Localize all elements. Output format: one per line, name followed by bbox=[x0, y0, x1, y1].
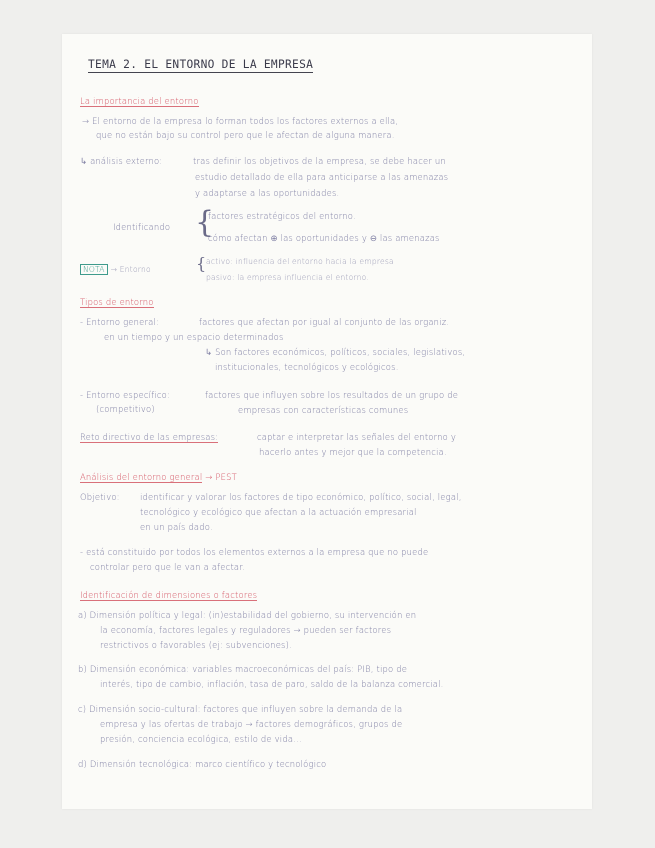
text-line: a) Dimensión política y legal: (in)estabilidad del gobierno, su intervención en bbox=[78, 610, 417, 620]
text-line: captar e interpretar las señales del entorno y bbox=[257, 432, 456, 442]
text-line: controlar pero que le van a afectar. bbox=[90, 562, 246, 572]
text-line: empresa y las ofertas de trabajo → factores demográficos, grupos de bbox=[100, 719, 403, 729]
text-line: estudio detallado de ella para anticiparse a las amenazas bbox=[195, 172, 449, 182]
text-line: factores que afectan por igual al conjunto de las organiz. bbox=[199, 317, 450, 327]
page-title: TEMA 2. EL ENTORNO DE LA EMPRESA bbox=[88, 58, 314, 71]
brace-icon: { bbox=[195, 205, 215, 240]
text-line: en un país dado. bbox=[140, 522, 213, 532]
text-line: identificar y valorar los factores de tipo económico, político, social, legal, bbox=[140, 492, 462, 502]
section-heading-importancia: La importancia del entorno bbox=[80, 96, 199, 106]
text-line: cómo afectan ⊕ las oportunidades y ⊖ las amenazas bbox=[208, 233, 440, 243]
notebook-page bbox=[62, 34, 592, 809]
text-line: d) Dimensión tecnológica: marco científico y tecnológico bbox=[78, 759, 327, 769]
entorno-especifico-label: - Entorno específico: bbox=[80, 390, 171, 400]
section-heading-analisis: Análisis del entorno general → PEST bbox=[80, 472, 237, 482]
nota-row: NOTA → Entorno bbox=[80, 264, 151, 275]
text-line: y adaptarse a las oportunidades. bbox=[195, 188, 340, 198]
section-heading-tipos: Tipos de entorno bbox=[80, 297, 154, 307]
competitivo-label: (competitivo) bbox=[96, 404, 155, 414]
entorno-general-label: - Entorno general: bbox=[80, 317, 160, 327]
text-line: factores que influyen sobre los resultados de un grupo de bbox=[205, 390, 459, 400]
text-line: b) Dimensión económica: variables macroeconómicas del país: PIB, tipo de bbox=[78, 664, 408, 674]
text-line: tecnológico y ecológico que afectan a la actuación empresarial bbox=[140, 507, 417, 517]
nota-label: NOTA bbox=[80, 264, 108, 275]
text-line: ↳ Son factores económicos, políticos, sociales, legislativos, bbox=[205, 347, 466, 357]
text-line: presión, conciencia ecológica, estilo de vida... bbox=[100, 734, 302, 744]
text-line: en un tiempo y un espacio determinados bbox=[104, 332, 284, 342]
text-line: interés, tipo de cambio, inflación, tasa de paro, saldo de la balanza comercial. bbox=[100, 679, 444, 689]
text-line: que no están bajo su control pero que le afectan de alguna manera. bbox=[96, 130, 395, 140]
text-line: - está constituido por todos los elementos externos a la empresa que no puede bbox=[80, 547, 429, 557]
text-line: c) Dimensión socio-cultural: factores que influyen sobre la demanda de la bbox=[78, 704, 403, 714]
text-line: pasivo: la empresa influencia el entorno. bbox=[206, 273, 369, 282]
section-heading-dimensiones: Identificación de dimensiones o factores bbox=[80, 590, 258, 600]
objetivo-label: Objetivo: bbox=[80, 492, 120, 502]
analisis-externo-label: ↳ análisis externo: bbox=[80, 156, 163, 166]
text-line: la economía, factores legales y reguladores → pueden ser factores bbox=[100, 625, 392, 635]
text-line: → El entorno de la empresa lo forman todos los factores externos a ella, bbox=[82, 116, 399, 126]
text-line: hacerlo antes y mejor que la competencia. bbox=[259, 447, 447, 457]
text-line: empresas con características comunes bbox=[238, 405, 409, 415]
text-line: institucionales, tecnológicos y ecológicos. bbox=[215, 362, 399, 372]
identificando-label: Identificando bbox=[113, 222, 171, 232]
reto-label: Reto directivo de las empresas: bbox=[80, 432, 219, 442]
text-line: restrictivos o favorables (ej: subvenciones). bbox=[100, 640, 292, 650]
brace-icon: { bbox=[196, 254, 207, 273]
text-line: tras definir los objetivos de la empresa, se debe hacer un bbox=[193, 156, 446, 166]
text-line: activo: influencia del entorno hacia la empresa bbox=[206, 257, 394, 266]
text-line: factores estratégicos del entorno. bbox=[208, 211, 356, 221]
